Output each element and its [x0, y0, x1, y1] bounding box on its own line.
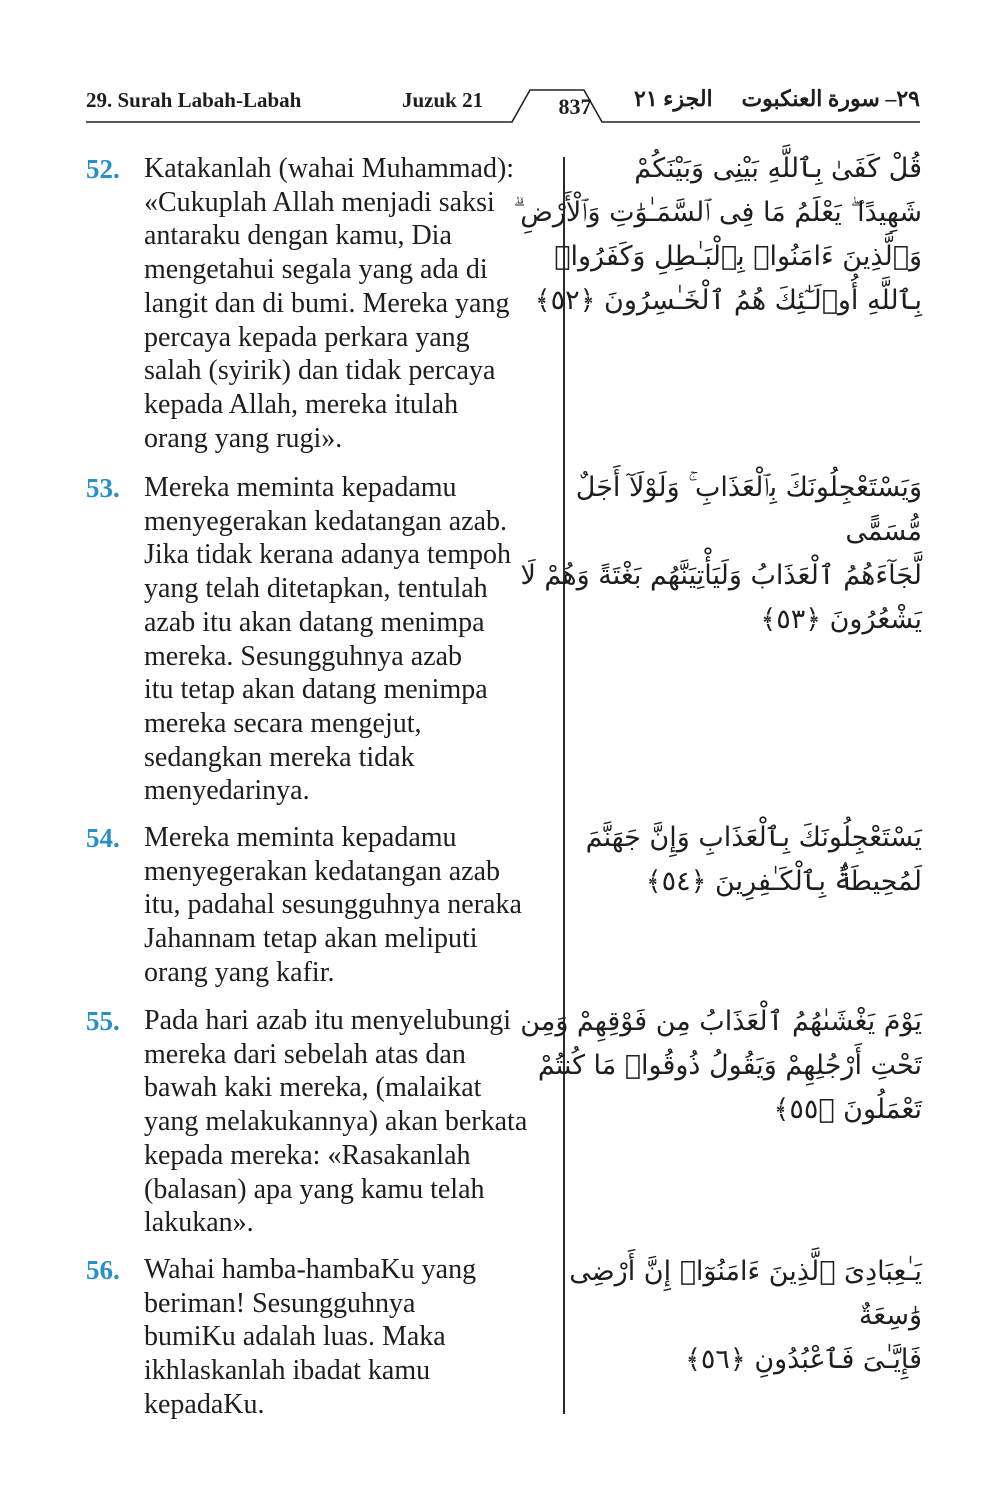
verse-56-arabic: يَـٰعِبَادِىَ ٱلَّذِينَ ءَامَنُوٓا۟ إِنَّ أَرْضِى وَٰسِعَةٌ فَإِيَّـٰىَ فَٱعْبُدُونِ ﴿٥٦﴾ [569, 1256, 922, 1375]
verse-translation: Mereka meminta kepadamu menyegerakan kedatangan azab. Jika tidak kerana adanya tempoh yang telah ditetapkan, tentulah azab itu akan datang menimpa mereka. Sesungguhnya azab itu tetap akan datang menimpa mereka secara mengejut, sedangkan mereka tidak menyedarinya. [144, 472, 511, 807]
verse-translation: Pada hari azab itu menyelubungi mereka dari sebelah atas dan bawah kaki mereka, (malaikat yang melakukannya) akan berkata kepada mereka: «Rasakanlah (balasan) apa yang kamu telah lakukan». [144, 1005, 528, 1239]
verse-52-arabic: قُلْ كَفَىٰ بِٱللَّهِ بَيْنِى وَبَيْنَكُمْ شَهِيدًا ۖ يَعْلَمُ مَا فِى ٱلسَّمَـٰوَٰتِ وَٱلْأَرْضِ ۗ وَٱلَّذِينَ ءَامَنُوا۟ بِٱلْبَـٰطِلِ وَكَفَرُوا۟ بِٱللَّهِ أُو۟لَـٰٓئِكَ هُمُ ٱلْخَـٰسِرُونَ ﴿٥٢﴾ [513, 153, 922, 316]
verse-55-arabic: يَوْمَ يَغْشَىٰهُمُ ٱلْعَذَابُ مِن فَوْقِهِمْ وَمِن تَحْتِ أَرْجُلِهِمْ وَيَقُولُ ذُوقُوا۟ مَا كُنتُمْ تَعْمَلُونَ ﴿٥٥﴾ [520, 1006, 922, 1125]
page-number: 837 [558, 94, 592, 119]
page-header [86, 84, 920, 124]
verse-54-arabic: يَسْتَعْجِلُونَكَ بِٱلْعَذَابِ وَإِنَّ جَهَنَّمَ لَمُحِيطَةٌۢ بِٱلْكَـٰفِرِينَ ﴿٥٤﴾ [585, 822, 922, 897]
verse-number: 55. [86, 1006, 120, 1036]
verse-53-arabic: وَيَسْتَعْجِلُونَكَ بِٱلْعَذَابِ ۚ وَلَوْلَآ أَجَلٌ مُّسَمًّى لَّجَآءَهُمُ ٱلْعَذَابُ وَلَيَأْتِيَنَّهُم بَغْتَةً وَهُمْ لَا يَشْعُرُونَ ﴿٥٣﴾ [520, 472, 922, 635]
juz-label-ar: الجزء ٢١ [634, 86, 713, 111]
verse-number: 54. [86, 823, 120, 853]
verse-translation: Mereka meminta kepadamu menyegerakan kedatangan azab itu, padahal sesungguhnya neraka Jahannam tetap akan meliputi orang yang kafir. [144, 822, 522, 988]
verse-number: 53. [86, 473, 120, 503]
verse-translation: Wahai hamba-hambaKu yang beriman! Sesungguhnya bumiKu adalah luas. Maka ikhlaskanlah ibadat kamu kepadaKu. [144, 1254, 477, 1420]
verse-translation: Katakanlah (wahai Muhammad): «Cukuplah Allah menjadi saksi antaraku dengan kamu, Dia mengetahui segala yang ada di langit dan di bumi. Mereka yang percaya kepada perkara yang salah (syirik) dan tidak percaya kepada Allah, mereka itulah orang yang rugi». [144, 153, 515, 454]
verse-number: 56. [86, 1255, 120, 1285]
verse-number: 52. [86, 154, 120, 184]
surah-title-en: 29. Surah Labah-Labah [86, 88, 302, 112]
juzuk-label: Juzuk 21 [402, 88, 484, 112]
surah-title-ar: ٢٩– سورة العنكبوت [741, 86, 920, 111]
